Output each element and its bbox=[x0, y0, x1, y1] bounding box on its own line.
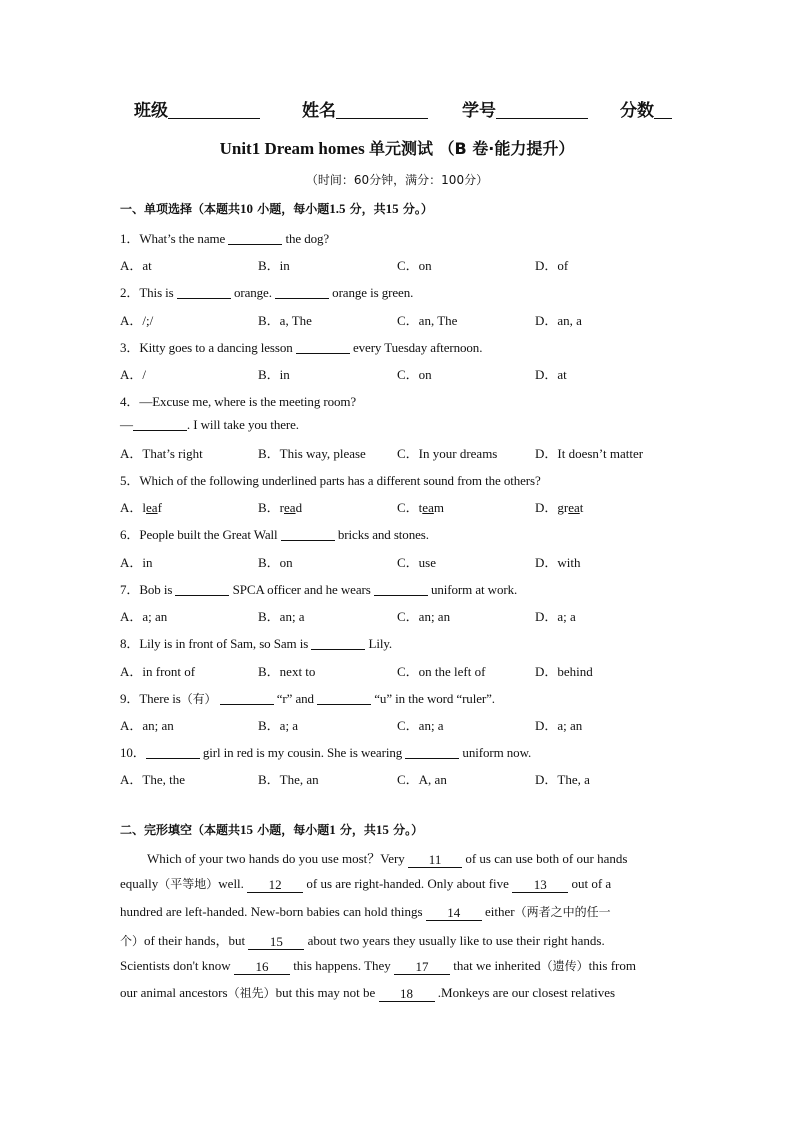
s1-each: 1.5 bbox=[329, 201, 346, 216]
option-a[interactable] bbox=[120, 497, 162, 516]
opt-underlined: ea bbox=[568, 500, 580, 515]
s1-mid1: 小题，每小题 bbox=[257, 202, 330, 216]
cloze-text: out of a bbox=[568, 876, 612, 891]
cloze-text: .Monkeys are our closest relatives bbox=[434, 985, 616, 1000]
option-c[interactable]: C．an; an bbox=[397, 609, 451, 624]
option-c[interactable]: C．an; a bbox=[397, 718, 444, 733]
answer-blank[interactable] bbox=[405, 745, 459, 759]
option-b[interactable]: B．in bbox=[258, 258, 290, 273]
option-c[interactable]: C．on the left of bbox=[397, 664, 486, 679]
cloze-text: either bbox=[481, 904, 515, 919]
cloze-blank-17[interactable]: 17 bbox=[394, 960, 450, 975]
cloze-blank-18[interactable]: 18 bbox=[379, 987, 435, 1002]
question-text: People built the Great Wall bbox=[139, 527, 281, 542]
option-d[interactable] bbox=[535, 497, 583, 516]
cloze-blank-15[interactable]: 15 bbox=[248, 935, 304, 950]
cloze-text: of us are right-handed. Only about five bbox=[303, 876, 513, 891]
option-b[interactable]: B．a; a bbox=[258, 718, 299, 733]
option-a[interactable]: A．in front of bbox=[120, 664, 196, 679]
option-b[interactable]: B．an; a bbox=[258, 609, 305, 624]
question-number: 2． bbox=[120, 285, 140, 300]
option-b[interactable]: B．next to bbox=[258, 664, 316, 679]
name-label: 姓名 bbox=[302, 101, 336, 121]
cloze-line-4 bbox=[120, 930, 676, 950]
cloze-cn-note: （祖先） bbox=[227, 986, 276, 1000]
name-field bbox=[302, 96, 428, 121]
question-text: every Tuesday afternoon. bbox=[349, 340, 483, 355]
s1-prefix: 一、单项选择（本题共 bbox=[120, 202, 241, 216]
question-text: Lily. bbox=[365, 636, 393, 651]
cloze-blank-12[interactable]: 12 bbox=[247, 878, 303, 893]
answer-blank[interactable] bbox=[374, 582, 428, 596]
opt-underlined: ea bbox=[284, 500, 296, 515]
option-a[interactable]: A．The, the bbox=[120, 772, 185, 787]
answer-blank[interactable] bbox=[177, 285, 231, 299]
opt-underlined: ea bbox=[146, 500, 158, 515]
answer-blank[interactable] bbox=[228, 231, 282, 245]
question-number: 5． bbox=[120, 473, 140, 488]
question-6 bbox=[120, 524, 429, 543]
option-a[interactable]: A．in bbox=[120, 555, 153, 570]
question-text: girl in red is my cousin. She is wearing bbox=[199, 745, 406, 760]
cloze-blank-16[interactable]: 16 bbox=[234, 960, 290, 975]
question-text: orange. bbox=[230, 285, 276, 300]
cloze-text: Which of your two hands do you use most？Very bbox=[147, 851, 409, 866]
cloze-cn-note: （遗传） bbox=[540, 959, 589, 973]
section2-title bbox=[120, 821, 423, 838]
option-c[interactable]: C．In your dreams bbox=[397, 446, 498, 461]
answer-blank[interactable] bbox=[311, 636, 365, 650]
question-text: the dog? bbox=[282, 231, 330, 246]
answer-blank[interactable] bbox=[220, 691, 274, 705]
answer-blank[interactable] bbox=[133, 417, 187, 431]
option-a[interactable]: A．at bbox=[120, 258, 152, 273]
opt-post: d bbox=[295, 500, 303, 515]
question-text: This is bbox=[139, 285, 177, 300]
option-a[interactable]: A．/;/ bbox=[120, 313, 154, 328]
question-3 bbox=[120, 337, 482, 356]
number-blank[interactable] bbox=[496, 100, 588, 119]
score-label: 分数 bbox=[620, 101, 654, 121]
question-text: What’s the name bbox=[139, 231, 229, 246]
cn-note: （有） bbox=[180, 692, 217, 706]
cloze-line-1 bbox=[147, 848, 703, 868]
option-d[interactable]: D．a; a bbox=[535, 609, 576, 624]
option-a[interactable]: A．a; an bbox=[120, 609, 168, 624]
cloze-blank-14[interactable]: 14 bbox=[426, 906, 482, 921]
question-text: “r” and bbox=[273, 691, 318, 706]
s1-count: 10 bbox=[240, 201, 254, 216]
question-text: There is bbox=[139, 691, 181, 706]
dash: — bbox=[120, 417, 133, 432]
question-number: 4． bbox=[120, 394, 140, 409]
option-b[interactable]: B．a, The bbox=[258, 313, 312, 328]
cloze-text: but this may not be bbox=[275, 985, 379, 1000]
cloze-text: of their hands，but bbox=[144, 933, 249, 948]
section1-title bbox=[120, 200, 433, 217]
opt-pre: D．gr bbox=[535, 500, 569, 515]
option-c[interactable]: C．on bbox=[397, 258, 432, 273]
question-number: 8． bbox=[120, 636, 140, 651]
option-d[interactable]: D．behind bbox=[535, 664, 593, 679]
option-d[interactable]: D．an, a bbox=[535, 313, 582, 328]
cloze-text: our animal ancestors bbox=[120, 985, 228, 1000]
cloze-text: about two years they usually like to use their right hands. bbox=[304, 933, 605, 948]
s1-mid2: 分，共 bbox=[349, 202, 386, 216]
opt-underlined: ea bbox=[422, 500, 434, 515]
option-d[interactable]: D．The, a bbox=[535, 772, 590, 787]
s2-mid2: 分，共 bbox=[339, 823, 376, 837]
option-b[interactable]: B．The, an bbox=[258, 772, 319, 787]
question-text: Kitty goes to a dancing lesson bbox=[139, 340, 296, 355]
opt-pre: B．r bbox=[258, 500, 285, 515]
option-c[interactable] bbox=[397, 497, 444, 516]
option-b[interactable] bbox=[258, 497, 302, 516]
score-blank[interactable] bbox=[654, 100, 672, 119]
question-number: 10． bbox=[120, 745, 146, 760]
cloze-text: well. bbox=[218, 876, 248, 891]
question-number: 9． bbox=[120, 691, 140, 706]
option-a[interactable]: A．/ bbox=[120, 367, 147, 382]
answer-blank[interactable] bbox=[281, 527, 335, 541]
option-d[interactable]: D．of bbox=[535, 258, 569, 273]
question-text: SPCA officer and he wears bbox=[229, 582, 374, 597]
s1-suffix: 分。） bbox=[402, 202, 433, 216]
option-c[interactable]: C．A, an bbox=[397, 772, 447, 787]
question-text: Bob is bbox=[139, 582, 176, 597]
question-10 bbox=[120, 742, 531, 761]
opt-pre: A．l bbox=[120, 500, 147, 515]
question-1 bbox=[120, 228, 329, 247]
question-text: Which of the following underlined parts has a different sound from the others? bbox=[139, 473, 541, 488]
cloze-text: that we inherited bbox=[450, 958, 541, 973]
question-text: uniform at work. bbox=[427, 582, 518, 597]
question-4 bbox=[120, 391, 356, 410]
answer-blank[interactable] bbox=[175, 582, 229, 596]
question-number: 1． bbox=[120, 231, 140, 246]
cloze-line-3 bbox=[120, 903, 676, 921]
question-4-line2 bbox=[120, 417, 299, 433]
option-b[interactable]: B．on bbox=[258, 555, 293, 570]
answer-blank[interactable] bbox=[275, 285, 329, 299]
cloze-cn-note: （两者之中的任一 bbox=[514, 905, 611, 919]
question-text: “u” in the word “ruler”. bbox=[371, 691, 495, 706]
question-text: Lily is in front of Sam, so Sam is bbox=[139, 636, 312, 651]
score-field bbox=[620, 96, 672, 121]
opt-pre: C．t bbox=[397, 500, 423, 515]
question-5 bbox=[120, 470, 541, 489]
opt-post: t bbox=[579, 500, 584, 515]
page-title bbox=[0, 136, 794, 159]
number-label: 学号 bbox=[462, 101, 496, 121]
question-9 bbox=[120, 688, 495, 707]
cloze-line-6 bbox=[120, 984, 676, 1002]
cloze-text: this happens. They bbox=[289, 958, 395, 973]
cloze-text: equally bbox=[120, 876, 159, 891]
opt-post: m bbox=[433, 500, 444, 515]
question-2 bbox=[120, 282, 413, 301]
question-text: bricks and stones. bbox=[334, 527, 429, 542]
cloze-text: this from bbox=[588, 958, 636, 973]
answer-blank[interactable] bbox=[296, 340, 350, 354]
s2-each: 1 bbox=[329, 822, 336, 837]
title-main: Unit1 Dream homes bbox=[219, 139, 365, 158]
class-blank[interactable] bbox=[168, 100, 260, 119]
option-b[interactable]: B．This way, please bbox=[258, 446, 366, 461]
cloze-cn-note: （平等地） bbox=[158, 877, 219, 891]
option-c[interactable]: C．an, The bbox=[397, 313, 458, 328]
cloze-cn-note: 个） bbox=[120, 934, 145, 948]
name-blank[interactable] bbox=[336, 100, 428, 119]
exam-subtitle: （时间：60分钟，满分：100分） bbox=[305, 173, 489, 187]
question-text: uniform now. bbox=[459, 745, 532, 760]
option-c[interactable]: C．use bbox=[397, 555, 437, 570]
class-field bbox=[134, 96, 260, 121]
s2-total: 15 bbox=[375, 822, 389, 837]
s2-count: 15 bbox=[240, 822, 254, 837]
option-a[interactable]: A．an; an bbox=[120, 718, 174, 733]
option-a[interactable]: A．That’s right bbox=[120, 446, 203, 461]
question-number: 3． bbox=[120, 340, 140, 355]
answer-blank[interactable] bbox=[146, 745, 200, 759]
cloze-blank-13[interactable]: 13 bbox=[512, 878, 568, 893]
cloze-line-2 bbox=[120, 875, 676, 893]
question-text: —Excuse me, where is the meeting room? bbox=[139, 394, 357, 409]
question-number: 6． bbox=[120, 527, 140, 542]
s2-prefix: 二、完形填空（本题共 bbox=[120, 823, 241, 837]
cloze-text: hundred are left-handed. New-born babies can hold things bbox=[120, 904, 426, 919]
option-b[interactable]: B．in bbox=[258, 367, 290, 382]
title-cn: 单元测试 （B 卷·能力提升） bbox=[368, 139, 575, 158]
answer-blank[interactable] bbox=[317, 691, 371, 705]
cloze-text: of us can use both of our hands bbox=[462, 851, 628, 866]
question-text: orange is green. bbox=[329, 285, 414, 300]
cloze-text: Scientists don't know bbox=[120, 958, 234, 973]
s1-total: 15 bbox=[385, 201, 399, 216]
option-d[interactable]: D．with bbox=[535, 555, 581, 570]
option-d[interactable]: D．a; an bbox=[535, 718, 583, 733]
cloze-blank-11[interactable]: 11 bbox=[408, 853, 462, 868]
question-number: 7． bbox=[120, 582, 140, 597]
s2-mid1: 小题，每小题 bbox=[257, 823, 330, 837]
opt-post: f bbox=[157, 500, 162, 515]
question-7 bbox=[120, 579, 517, 598]
option-d[interactable]: D．at bbox=[535, 367, 567, 382]
question-8 bbox=[120, 633, 392, 652]
cloze-line-5 bbox=[120, 957, 676, 975]
s2-suffix: 分。） bbox=[393, 823, 424, 837]
option-c[interactable]: C．on bbox=[397, 367, 432, 382]
option-d[interactable]: D．It doesn’t matter bbox=[535, 446, 644, 461]
number-field bbox=[462, 96, 588, 121]
class-label: 班级 bbox=[134, 101, 168, 121]
question-text: . I will take you there. bbox=[186, 417, 299, 432]
